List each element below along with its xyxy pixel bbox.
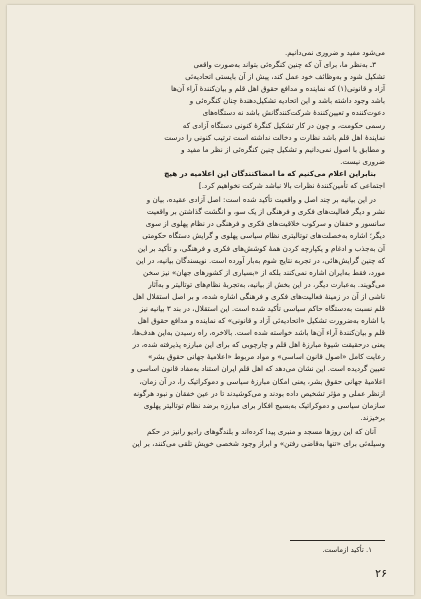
text-line: وسیله‌ئی برای «تنها به‌قاضی رفتن» و ابراز وجود شخصی خویش تلقی می‌کنند، بر این	[132, 439, 385, 448]
text-line: آنان که این روزها مسجد و منبری پیدا کرده‌اند و بلندگوهای رادیو رانیز در حکم	[147, 426, 376, 436]
footnote-divider	[290, 540, 385, 541]
text-line: مورد، فقط به‌ایران اشاره نمی‌کنند بلکه از «بسیاری از کشورهای جهان» نیز سخن	[143, 267, 385, 277]
text-line: رعایت کامل «اصول قانون اساسی» و مواد مربوط «اعلامیهٔ جهانی حقوق بشر»	[147, 352, 385, 362]
text-line: ازنظر عملی و مؤثر تشخیص داده بودند و می‌کوشیدند تا در عین خفقان و نبود هرگونه	[133, 388, 385, 398]
page-sheet	[7, 5, 414, 595]
text-line: سازمان سیاسی و دموکراتیک به‌بسیج افکار برای مبارزه برضد نظام توتالیتر پهلوی	[143, 400, 385, 410]
text-line: می‌گویند. به‌عبارت دیگر، در این بخش از بیانیه، به‌تجربهٔ نظام‌های توتالیتر و به‌آثار	[148, 279, 385, 289]
text-line: آزاد و قانونی(۱) که نماینده و مدافع حقوق اهل قلم و بیان‌کنندهٔ آراء آن‌ها	[170, 84, 385, 94]
text-line: نمایندهٔ اهل قلم باشد نظارت و دخالت نداشته است ترتیب کنونی را درست	[164, 132, 385, 142]
text-line: سانسور و خفقان و سرکوب خلاقیت‌های فکری و فرهنگی در نظام پهلوی از سوی	[145, 219, 385, 229]
text-line: می‌شود مفید و ضروری نمی‌دانیم.	[284, 48, 385, 57]
text-line: آن به‌جذب و ادغام و یکپارچه کردن همهٔ کوشش‌های فکری و فرهنگی، و تأکید بر این	[137, 243, 385, 253]
text-line: دیگر؛ اشاره به‌خصلت‌های توتالیتری نظام سیاسی پهلوی و گرایش دستگاه حکومتی	[142, 231, 385, 241]
text-line: در این بیانیه بر چند اصل و واقعیت تأکید شده است: اصل آزادی عقیده، بیان و	[146, 195, 376, 205]
footnote: ۱. تأکید ازماست.	[322, 546, 372, 554]
page-number: ۲۶	[375, 567, 387, 580]
text-line: با اشاره به‌ضرورت تشکیل «اتحادیه‌ئی آزاد و قانونی» که نماینده و مدافع حقوق اهل	[137, 316, 385, 326]
body-text	[43, 47, 385, 450]
text-line: و مطابق با اصول نمی‌دانیم و تشکیل چنین کنگره‌ئی از نظر ما مفید و	[181, 144, 385, 154]
text-line: ناشی از آن در زمینهٔ فعالیت‌های فکری و فرهنگی اشاره شده، و بر اصل استقلال اهل	[132, 291, 385, 301]
text-line: ضروری نیست.	[340, 156, 385, 166]
text-line: قلم و بیان‌کنندهٔ آراء آن‌ها باشد خواسته شده است. بالاخره، راه رسیدن به‌این هدف‌ها،	[131, 328, 385, 338]
text-line: که چنین گرایش‌هائی، در تجربه نتایج شوم به‌بار آورده است. نویسندگان بیانیه، در این	[136, 255, 385, 265]
text-line: یعنی درحقیقت شیوهٔ مبارزهٔ اهل قلم و چارچوبی که برای این مبارزه پذیرفته شده، در	[132, 340, 385, 350]
text-line: اجتماعی که تأمین‌کنندهٔ نظرات بالا نباشد شرکت نخواهیم کرد.]	[198, 181, 385, 191]
text-line: ۳ـ به‌نظر ما، برای آن که چنین کنگره‌ئی بتواند به‌صورت واقعی	[193, 60, 376, 70]
text-line: باشد وجود داشته باشد و این اتحادیه تشکیل‌دهندهٔ چنان کنگره‌ئی و	[189, 96, 385, 106]
text-line: رسمی حکومت، و چون در کار تشکیل کنگرهٔ کنونی دستگاه آزادی که	[182, 120, 385, 130]
text-line: برخیزند.	[360, 412, 385, 422]
text-line: نشر و دیگر فعالیت‌های فکری و فرهنگی از یک سو، و انگشت گذاشتن بر واقعیت	[146, 207, 385, 217]
text-line: اعلامیهٔ جهانی حقوق بشر، یعنی امکان مبارزهٔ سیاسی و دموکراتیک را، در آن زمان،	[139, 376, 385, 386]
text-line: دعوت‌کننده و تعیین‌کنندهٔ شرکت‌کنندگانش باشد نه دستگاه‌های	[202, 108, 385, 118]
text-line: تعیین گردیده است. این نشان می‌دهد که اهل قلم ایران استناد به‌مفاد قانون اساسی و	[131, 364, 385, 374]
text-line: بنابراین اعلام می‌کنیم که ما امضاکنندگان این اعلامیه در هیچ	[164, 168, 376, 178]
text-line: تشکیل شود و به‌وظائف خود عمل کند، پیش از آن بایستی اتحادیه‌ئی	[185, 72, 385, 82]
text-line: قلم نسبت به‌دستگاه حاکم سیاسی تأکید شده است. این استقلال، در بند ۳ بیانیه نیز	[139, 303, 385, 313]
